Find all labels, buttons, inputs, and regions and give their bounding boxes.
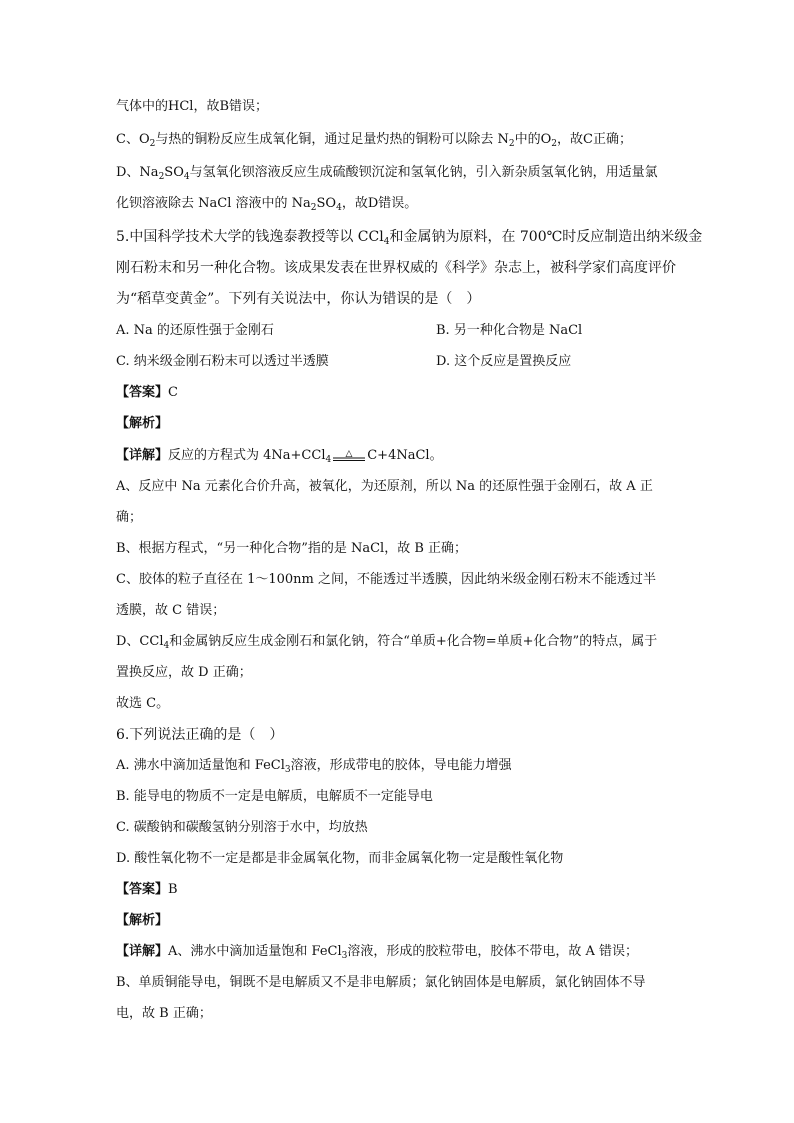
text: SO <box>316 196 337 211</box>
text-line <box>116 664 252 682</box>
text: 与热的铜粉反应生成氧化铜，通过足量灼热的铜粉可以除去 N <box>155 132 509 147</box>
detail-tag: 【详解】 <box>116 944 169 959</box>
subscript: 2 <box>158 172 165 182</box>
option-c: C. 纳米级金刚石粉末可以透过半透膜 <box>116 354 329 369</box>
question-6-option-d <box>116 850 563 868</box>
subscript: 4 <box>383 237 390 247</box>
option-d: D. 这个反应是置换反应 <box>436 354 572 369</box>
text: ，故C正确； <box>557 132 632 147</box>
subscript: 3 <box>284 765 291 775</box>
text: B. 能导电的物质不一定是电解质，电解质不一定能导电 <box>116 789 433 804</box>
question-5-options <box>116 353 572 371</box>
text-line <box>116 195 417 213</box>
question-6-option-c <box>116 819 368 837</box>
answer-tag: 【答案】 <box>116 882 169 897</box>
text: 反应的方程式为 4Na+CCl <box>168 448 326 463</box>
analysis-tag <box>116 912 168 930</box>
text: 溶液，形成带电的胶体，导电能力增强 <box>290 758 512 773</box>
text: 和金属钠为原料，在 700℃时反应制造出纳米级金 <box>389 229 703 245</box>
text-line <box>116 571 656 589</box>
analysis-tag <box>116 415 168 433</box>
detail-tag: 【详解】 <box>116 448 169 463</box>
text: 5.中国科学技术大学的钱逸泰教授等以 CCl <box>116 229 384 245</box>
text: 6.下列说法正确的是（ ） <box>116 727 284 743</box>
text: 电，故 B 正确； <box>116 1006 212 1021</box>
question-5-stem <box>116 259 676 277</box>
question-6-stem <box>116 726 283 744</box>
text: B、根据方程式，“另一种化合物”指的是 NaCl，故 B 正确； <box>116 541 468 556</box>
text: 【解析】 <box>116 416 169 431</box>
text: 溶液，形成的胶粒带电，胶体不带电，故 A 错误； <box>347 944 639 959</box>
text: A、反应中 Na 元素化合价升高，被氧化，为还原剂，所以 Na 的还原性强于金刚石，故 A 正 <box>116 479 653 494</box>
text: 【解析】 <box>116 913 169 928</box>
subscript: 2 <box>551 139 557 149</box>
text: SO <box>164 165 184 180</box>
question-6-option-b <box>116 788 433 806</box>
text-line <box>116 540 467 558</box>
text-line <box>116 478 653 496</box>
text-line <box>116 509 142 527</box>
text: C. 碳酸钠和碳酸氢钠分别溶于水中，均放热 <box>116 820 368 835</box>
detail-line <box>116 447 443 465</box>
subscript: 3 <box>341 951 348 961</box>
answer-tag: 【答案】 <box>116 385 169 400</box>
text: D. 酸性氧化物不一定是都是非金属氧化物，而非金属氧化物一定是酸性氧化物 <box>116 851 564 866</box>
text: 气体中的HCl，故B错误； <box>116 99 268 114</box>
text: 为“稻草变黄金”。下列有关说法中，你认为错误的是（ ） <box>116 291 481 307</box>
detail-line <box>116 943 638 961</box>
text: B、单质铜能导电，铜既不是电解质又不是非电解质；氯化钠固体是电解质，氯化钠固体不导 <box>116 975 646 990</box>
subscript: 4 <box>163 641 170 651</box>
answer-line <box>116 881 178 899</box>
option-a: A. Na 的还原性强于金刚石 <box>116 323 274 338</box>
text: 中的O <box>514 132 552 147</box>
answer-value: B <box>168 882 178 897</box>
option-b: B. 另一种化合物是 NaCl <box>436 323 583 338</box>
subscript: 2 <box>508 139 515 149</box>
text: 刚石粉末和另一种化合物。该成果发表在世界权威的《科学》杂志上，被科学家们高度评价 <box>116 260 676 276</box>
text-line <box>116 131 632 149</box>
text-line <box>116 633 657 651</box>
answer-line <box>116 384 178 402</box>
text: D、CCl <box>116 634 164 649</box>
text: 与氢氧化钡溶液反应生成硫酸钡沉淀和氢氧化钠，引入新杂质氢氧化钠，用适量氯 <box>189 165 658 180</box>
text: C+4NaCl。 <box>367 448 443 463</box>
question-6-option-a <box>116 757 512 775</box>
subscript: 4 <box>325 455 332 465</box>
subscript: 2 <box>149 139 156 149</box>
text-line <box>116 98 268 116</box>
text: 化钡溶液除去 NaCl 溶液中的 Na <box>116 196 311 211</box>
text: C、O <box>116 132 150 147</box>
text: 透膜，故 C 错误； <box>116 603 226 618</box>
question-5-stem <box>116 290 480 308</box>
text: 置换反应，故 D 正确； <box>116 665 252 680</box>
text-line <box>116 602 225 620</box>
subscript: 4 <box>183 172 190 182</box>
text: C、胶体的粒子直径在 1～100nm 之间，不能透过半透膜，因此纳米级金刚石粉末不能透过半 <box>116 572 656 587</box>
text: 和金属钠反应生成金刚石和氯化钠，符合“单质+化合物=单质+化合物”的特点，属于 <box>169 634 658 649</box>
question-5-options <box>116 322 583 340</box>
subscript: 4 <box>336 203 342 213</box>
text: A. 沸水中滴加适量饱和 FeCl <box>116 758 285 773</box>
text: A、沸水中滴加适量饱和 FeCl <box>168 944 342 959</box>
heat-condition-arrow-icon <box>331 448 367 460</box>
text: D、Na <box>116 165 159 180</box>
subscript: 2 <box>310 203 317 213</box>
question-5-stem <box>116 228 702 246</box>
text-line <box>116 164 658 182</box>
text: ，故D错误。 <box>341 196 418 211</box>
text-line <box>116 695 169 713</box>
answer-value: C <box>168 385 178 400</box>
text: 故选 C。 <box>116 696 170 711</box>
text-line <box>116 974 646 992</box>
text: 确； <box>116 510 143 525</box>
text-line <box>116 1005 212 1023</box>
heat-symbol: △ <box>345 449 353 459</box>
